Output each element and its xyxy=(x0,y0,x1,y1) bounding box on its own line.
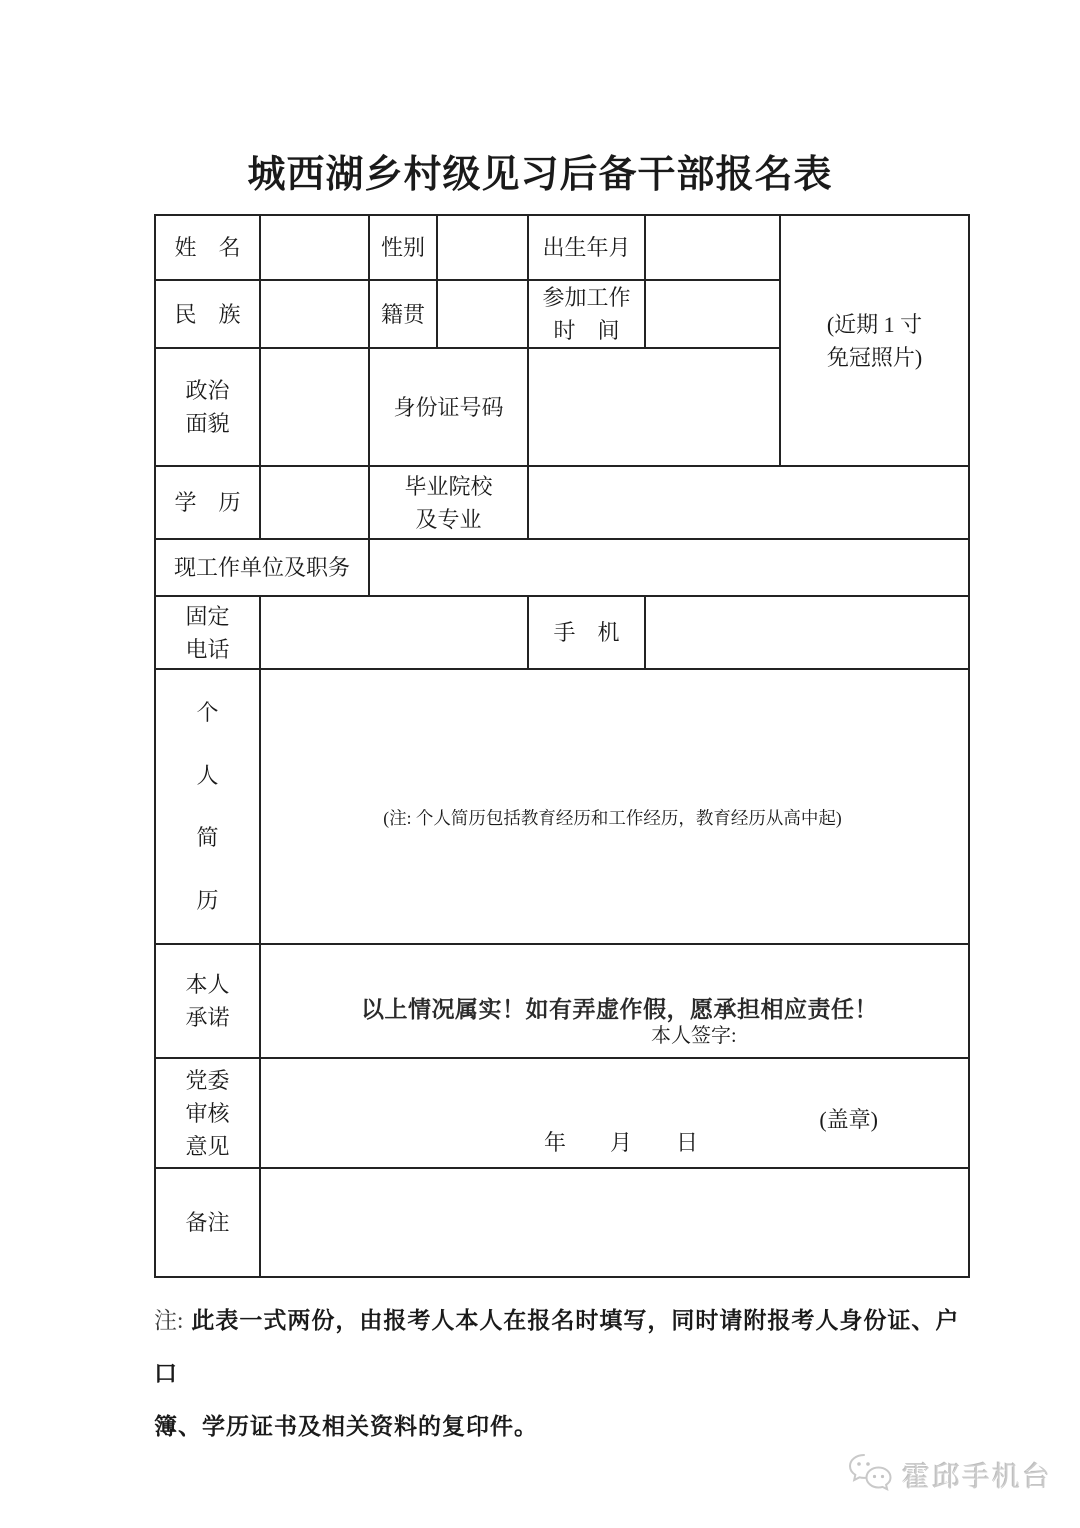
id-number-label: 身份证号码 xyxy=(369,348,528,466)
resume-label: 个 人 简 历 xyxy=(155,669,260,944)
footer-note-line2: 簿、学历证书及相关资料的复印件。 xyxy=(154,1414,538,1439)
party-review-label: 党委 审核 意见 xyxy=(155,1058,260,1168)
party-review-content-cell xyxy=(260,1058,969,1168)
landline-value-cell xyxy=(260,596,528,669)
row-education-school xyxy=(155,466,969,539)
date-label: 年 月 日 xyxy=(544,1130,699,1155)
work-unit-value-cell xyxy=(369,539,969,596)
name-label: 姓 名 xyxy=(155,215,260,280)
footer-note xyxy=(154,1294,972,1453)
row-phones xyxy=(155,596,969,669)
id-number-value-cell xyxy=(528,348,780,466)
registration-form-table xyxy=(154,214,970,1278)
signature-label: 本人签字: xyxy=(651,1025,737,1047)
row-commitment xyxy=(155,944,969,1058)
school-major-label: 毕业院校 及专业 xyxy=(369,466,528,539)
native-place-value-cell xyxy=(437,280,528,348)
work-start-value-cell xyxy=(645,280,780,348)
row-resume xyxy=(155,669,969,944)
row-party-review xyxy=(155,1058,969,1168)
mobile-value-cell xyxy=(645,596,969,669)
mobile-label: 手 机 xyxy=(528,596,645,669)
watermark xyxy=(847,1452,1052,1497)
education-label: 学 历 xyxy=(155,466,260,539)
gender-value-cell xyxy=(437,215,528,280)
education-value-cell xyxy=(260,466,369,539)
name-value-cell xyxy=(260,215,369,280)
birth-label: 出生年月 xyxy=(528,215,645,280)
photo-box xyxy=(780,215,969,466)
page-title: 城西湖乡村级见习后备干部报名表 xyxy=(247,154,833,196)
seal-label: (盖章) xyxy=(819,1107,878,1132)
photo-hint-line2: 免冠照片) xyxy=(826,344,923,370)
row-remarks xyxy=(155,1168,969,1277)
footer-note-line1: 注: 此表一式两份，由报考人本人在报名时填写，同时请附报考人身份证、户口 xyxy=(154,1308,960,1386)
wechat-icon xyxy=(847,1452,893,1497)
birth-value-cell xyxy=(645,215,780,280)
row-work-unit xyxy=(155,539,969,596)
native-place-label: 籍贯 xyxy=(369,280,437,348)
ethnicity-label: 民 族 xyxy=(155,280,260,348)
ethnicity-value-cell xyxy=(260,280,369,348)
commitment-statement: 以上情况属实！如有弄虚作假，愿承担相应责任！ xyxy=(361,995,878,1022)
school-major-value-cell xyxy=(528,466,969,539)
footer-note-prefix: 注: xyxy=(154,1308,184,1333)
resume-content-cell xyxy=(260,669,969,944)
remarks-label: 备注 xyxy=(155,1168,260,1277)
work-unit-label: 现工作单位及职务 xyxy=(155,539,369,596)
row-name-gender-birth xyxy=(155,215,969,280)
remarks-value-cell xyxy=(260,1168,969,1277)
gender-label: 性别 xyxy=(369,215,437,280)
resume-note: (注: 个人简历包括教育经历和工作经历，教育经历从高中起) xyxy=(383,808,842,829)
political-status-value-cell xyxy=(260,348,369,466)
watermark-text: 霍邱手机台 xyxy=(901,1460,1052,1492)
political-status-label: 政治 面貌 xyxy=(155,348,260,466)
work-start-label: 参加工作 时 间 xyxy=(528,280,645,348)
photo-hint-line1: (近期 1 寸 xyxy=(826,311,923,337)
commitment-content-cell xyxy=(260,944,969,1058)
commitment-label: 本人 承诺 xyxy=(155,944,260,1058)
landline-label: 固定 电话 xyxy=(155,596,260,669)
